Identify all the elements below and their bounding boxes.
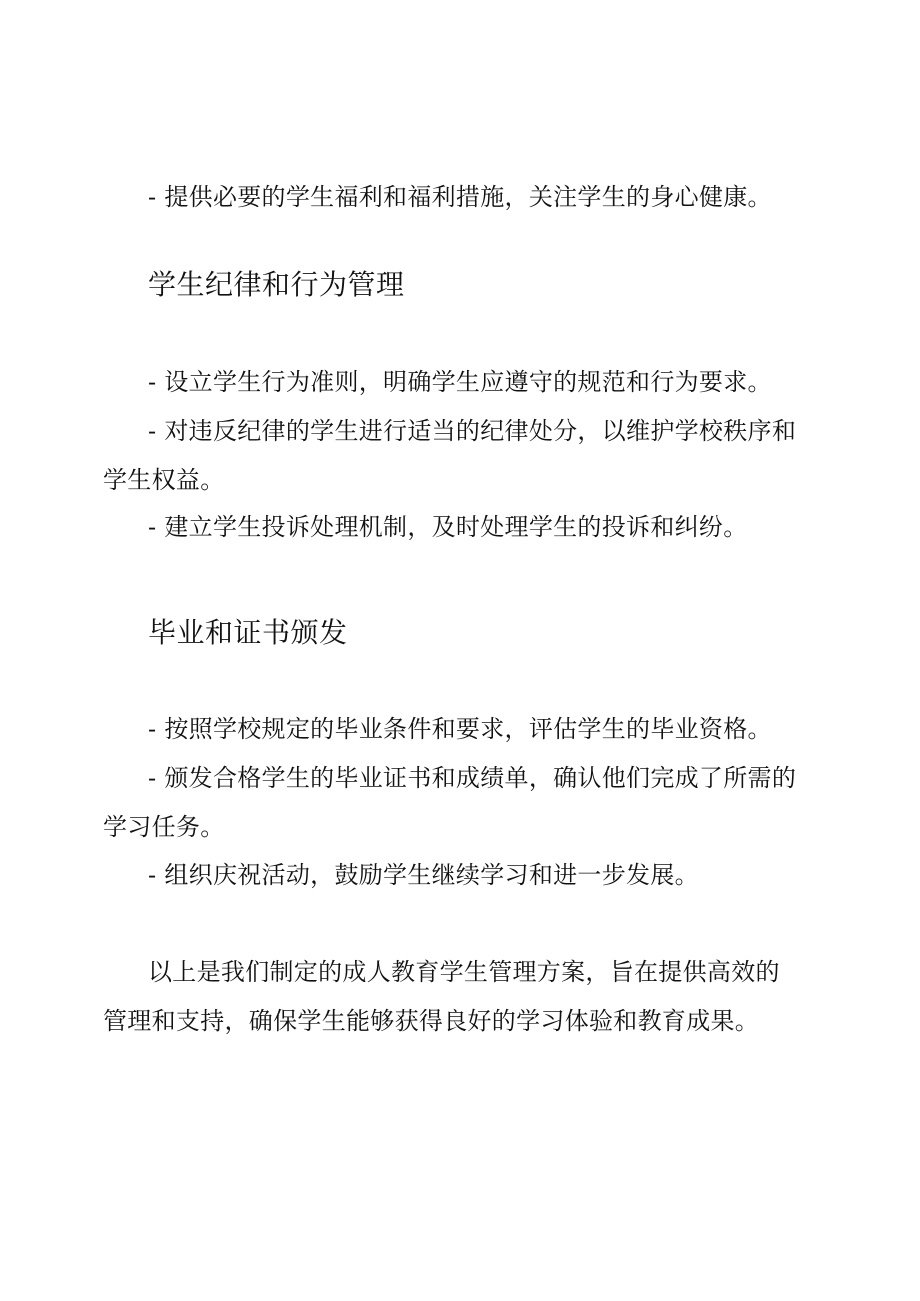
section-heading-graduation: 毕业和证书颁发 [148, 616, 348, 649]
section-heading-discipline: 学生纪律和行为管理 [148, 268, 405, 301]
conclusion-paragraph: 以上是我们制定的成人教育学生管理方案，旨在提供高效的管理和支持，确保学生能够获得良好的学习体验和教育成果。 [103, 958, 780, 1035]
discipline-bullet-1: - 设立学生行为准则，明确学生应遵守的规范和行为要求。 [148, 368, 772, 396]
discipline-bullet-2: - 对违反纪律的学生进行适当的纪律处分，以维护学校秩序和学生权益。 [103, 417, 797, 494]
graduation-bullet-2: - 颁发合格学生的毕业证书和成绩单，确认他们完成了所需的学习任务。 [103, 764, 797, 841]
graduation-bullet-3: - 组织庆祝活动，鼓励学生继续学习和进一步发展。 [148, 861, 699, 889]
discipline-bullet-3: - 建立学生投诉处理机制，及时处理学生的投诉和纠纷。 [148, 513, 748, 541]
welfare-bullet: - 提供必要的学生福利和福利措施，关注学生的身心健康。 [148, 183, 772, 211]
graduation-bullet-1: - 按照学校规定的毕业条件和要求，评估学生的毕业资格。 [148, 715, 772, 743]
